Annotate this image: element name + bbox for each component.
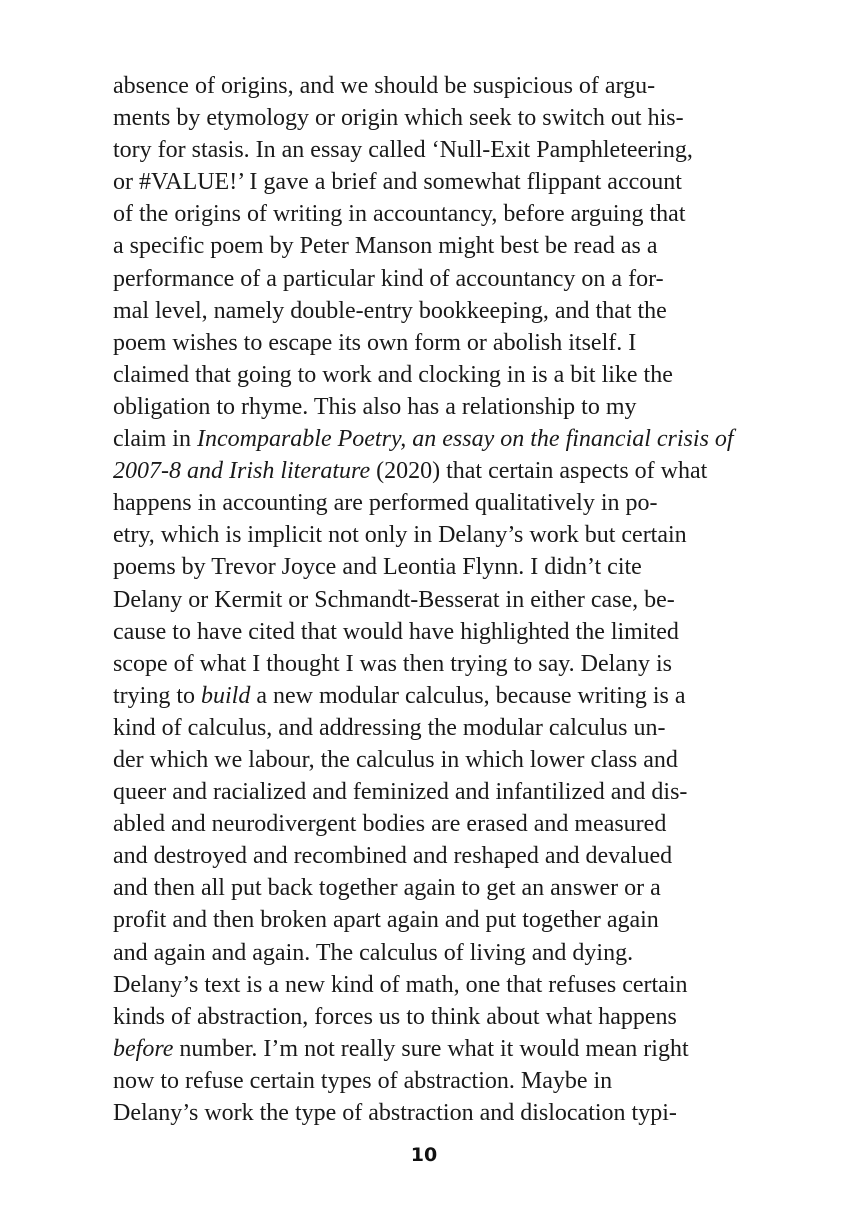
text-line: etry, which is implicit not only in Delany’s work but certain: [113, 522, 687, 549]
text-line: poem wishes to escape its own form or abolish itself. I: [113, 329, 637, 356]
text-line: kinds of abstraction, forces us to think about what happens: [113, 1003, 677, 1030]
text-line: Delany’s work the type of abstraction and dislocation typi-: [113, 1100, 677, 1126]
text-line: and destroyed and recombined and reshaped and devalued: [113, 843, 673, 870]
text-line: scope of what I thought I was then trying to say. Delany is: [113, 650, 672, 677]
text-line: obligation to rhyme. This also has a relationship to my: [113, 393, 637, 420]
text-line: performance of a particular kind of accountancy on a for-: [113, 265, 664, 292]
text-line: and again and again. The calculus of living and dying.: [113, 939, 634, 966]
text-line: mal level, namely double-entry bookkeeping, and that the: [113, 297, 667, 324]
book-title-italic: 2007-8 and Irish literature: [113, 458, 371, 485]
text-line: abled and neurodivergent bodies are erased and measured: [113, 811, 667, 838]
text-line: or #VALUE!’ I gave a brief and somewhat flippant account: [113, 169, 682, 196]
text-line: and then all put back together again to get an answer or a: [113, 875, 661, 902]
text-line: absence of origins, and we should be suspicious of argu-: [113, 73, 656, 99]
text-line: before number. I’m not really sure what it would mean right: [113, 1035, 689, 1062]
page-number: 10: [410, 1144, 438, 1166]
text-line: claimed that going to work and clocking in is a bit like the: [113, 361, 673, 388]
text-line: claim in Incomparable Poetry, an essay on the financial crisis of: [113, 426, 734, 453]
text-line: trying to build a new modular calculus, because writing is a: [113, 682, 686, 709]
text-line: der which we labour, the calculus in which lower class and: [113, 746, 678, 773]
text-line: a specific poem by Peter Manson might best be read as a: [113, 233, 658, 260]
text-line: profit and then broken apart again and put together again: [113, 907, 659, 934]
text-line: happens in accounting are performed qualitatively in po-: [113, 490, 658, 517]
book-title-italic: Incomparable Poetry, an essay on the financial crisis of: [196, 426, 734, 453]
body-text: [113, 70, 753, 1129]
text-line: ments by etymology or origin which seek to switch out his-: [113, 105, 684, 132]
text-line: queer and racialized and feminized and infantilized and dis-: [113, 779, 688, 806]
emphasis-italic: build: [201, 682, 251, 709]
text-line: Delany’s text is a new kind of math, one that refuses certain: [113, 971, 688, 998]
text-line: 2007-8 and Irish literature (2020) that certain aspects of what: [113, 458, 708, 485]
text-line: Delany or Kermit or Schmandt-Besserat in either case, be-: [113, 586, 675, 613]
emphasis-italic: before: [113, 1035, 174, 1062]
text-line: of the origins of writing in accountancy, before arguing that: [113, 201, 686, 228]
text-line: tory for stasis. In an essay called ‘Null-Exit Pamphleteering,: [113, 137, 693, 164]
text-line: poems by Trevor Joyce and Leontia Flynn. I didn’t cite: [113, 554, 642, 581]
text-line: now to refuse certain types of abstraction. Maybe in: [113, 1067, 613, 1094]
text-line: kind of calculus, and addressing the modular calculus un-: [113, 714, 666, 741]
text-line: cause to have cited that would have highlighted the limited: [113, 618, 679, 645]
